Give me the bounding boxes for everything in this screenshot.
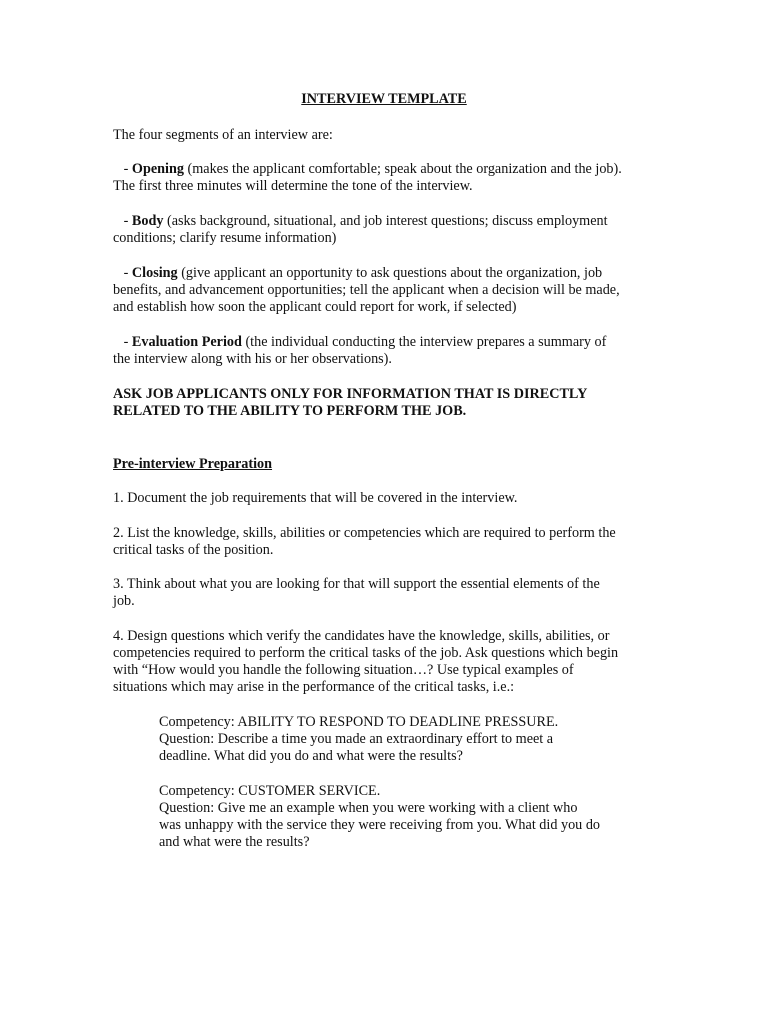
segment-text: (asks background, situational, and job interest questions; discuss employment bbox=[163, 213, 608, 229]
step-item bbox=[113, 628, 661, 696]
segment-prefix: - bbox=[113, 334, 132, 350]
segment-closing bbox=[113, 265, 661, 316]
segment-opening bbox=[113, 161, 661, 195]
document-title: INTERVIEW TEMPLATE bbox=[301, 91, 467, 107]
step-item bbox=[113, 576, 661, 610]
warning-line: RELATED TO THE ABILITY TO PERFORM THE JOB. bbox=[113, 403, 467, 419]
segment-term: Opening bbox=[131, 161, 184, 177]
segment-text: (give applicant an opportunity to ask questions about the organization, job bbox=[177, 265, 603, 281]
warning-text bbox=[113, 386, 661, 420]
segment-body bbox=[113, 213, 661, 247]
step-line: competencies required to perform the critical tasks of the job. Ask questions which begin bbox=[113, 645, 619, 661]
segment-prefix: - bbox=[113, 265, 132, 281]
example-question: Question: Give me an example when you were working with a client who bbox=[159, 800, 578, 816]
example-item bbox=[159, 783, 639, 851]
example-competency: Competency: ABILITY TO RESPOND TO DEADLINE PRESSURE. bbox=[159, 714, 559, 730]
step-line: job. bbox=[113, 593, 135, 609]
segment-text: the interview along with his or her observations). bbox=[113, 351, 392, 367]
example-item bbox=[159, 714, 639, 765]
segment-prefix: - bbox=[113, 213, 132, 229]
step-line: critical tasks of the position. bbox=[113, 542, 274, 558]
segment-text: The first three minutes will determine the tone of the interview. bbox=[113, 178, 473, 194]
segment-text: (the individual conducting the interview prepares a summary of bbox=[241, 334, 607, 350]
warning-line: ASK JOB APPLICANTS ONLY FOR INFORMATION THAT IS DIRECTLY bbox=[113, 386, 588, 402]
step-line: with “How would you handle the following situation…? Use typical examples of bbox=[113, 662, 574, 678]
segment-text: benefits, and advancement opportunities; tell the applicant when a decision will be made, bbox=[113, 282, 620, 298]
step-line: 4. Design questions which verify the candidates have the knowledge, skills, abilities, or bbox=[113, 628, 610, 644]
segment-text: conditions; clarify resume information) bbox=[113, 230, 337, 246]
example-question: and what were the results? bbox=[159, 834, 310, 850]
example-question: was unhappy with the service they were receiving from you. What did you do bbox=[159, 817, 601, 833]
segment-term: Evaluation Period bbox=[131, 334, 242, 350]
example-question: deadline. What did you do and what were the results? bbox=[159, 748, 463, 764]
step-item: 1. Document the job requirements that will be covered in the interview. bbox=[113, 490, 518, 506]
segment-text: (makes the applicant comfortable; speak about the organization and the job). bbox=[183, 161, 622, 177]
segment-term: Body bbox=[131, 213, 164, 229]
segment-text: and establish how soon the applicant could report for work, if selected) bbox=[113, 299, 517, 315]
segment-prefix: - bbox=[113, 161, 132, 177]
segment-term: Closing bbox=[131, 265, 178, 281]
step-line: situations which may arise in the performance of the critical tasks, i.e.: bbox=[113, 679, 515, 695]
step-item bbox=[113, 525, 661, 559]
step-line: 3. Think about what you are looking for that will support the essential elements of the bbox=[113, 576, 600, 592]
intro-text: The four segments of an interview are: bbox=[113, 127, 333, 143]
section-heading: Pre-interview Preparation bbox=[113, 456, 273, 472]
segment-evaluation bbox=[113, 334, 661, 368]
example-question: Question: Describe a time you made an extraordinary effort to meet a bbox=[159, 731, 554, 747]
example-competency: Competency: CUSTOMER SERVICE. bbox=[159, 783, 381, 799]
step-line: 2. List the knowledge, skills, abilities or competencies which are required to perform the bbox=[113, 525, 616, 541]
